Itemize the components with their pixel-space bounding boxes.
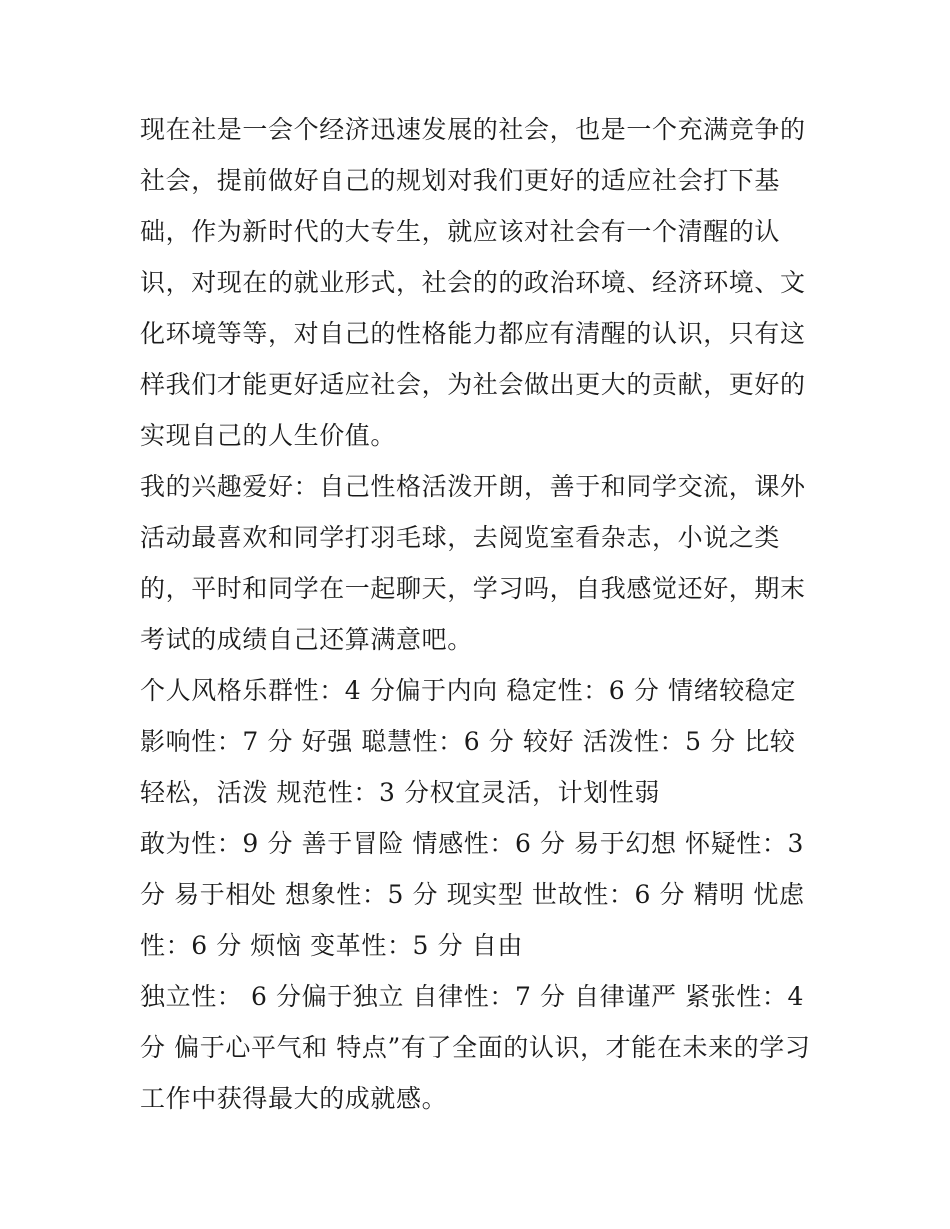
paragraph-intro: 现在社是一会个经济迅速发展的社会，也是一个充满竞争的社会，提前做好自己的规划对我们更好的适应社会打下基础，作为新时代的大专生，就应该对社会有一个清醒的认识，对现在的就业形式，社会的的政治环境、经济环境、文化环境等等，对自己的性格能力都应有清醒的认识，只有这样我们才能更好适应社会，为社会做出更大的贡献，更好的实现自己的人生价值。 <box>140 115 806 450</box>
document-body <box>140 104 812 1124</box>
paragraph-personality-1: 个人风格乐群性：4 分偏于内向 稳定性：6 分 情绪较稳定 影响性：7 分 好强 聪慧性：6 分 较好 活泼性：5 分 比较轻松，活泼 规范性：3 分权宜灵活，计划性弱 <box>140 676 797 807</box>
paragraph-personality-3: 独立性： 6 分偏于独立 自律性：7 分 自律谨严 紧张性：4 分 偏于心平气和 特点”有了全面的认识，才能在未来的学习工作中获得最大的成就感。 <box>140 982 811 1113</box>
paragraph-hobbies: 我的兴趣爱好：自己性格活泼开朗，善于和同学交流，课外活动最喜欢和同学打羽毛球，去阅览室看杂志，小说之类的，平时和同学在一起聊天，学习吗，自我感觉还好，期末考试的成绩自己还算满意吧。 <box>140 472 806 654</box>
paragraph-personality-2: 敢为性：9 分 善于冒险 情感性：6 分 易于幻想 怀疑性：3 分 易于相处 想象性：5 分 现实型 世故性：6 分 精明 忧虑性：6 分 烦恼 变革性：5 分 自由 <box>140 829 805 960</box>
